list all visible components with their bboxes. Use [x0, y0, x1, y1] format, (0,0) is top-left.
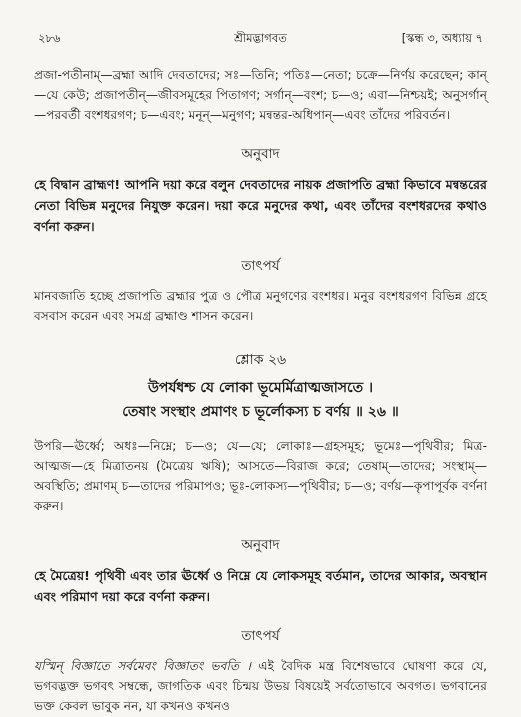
purport-2-text: এই বৈদিক মন্ত্র বিশেষভাবে ঘোষণা করে যে, ভগবদ্ভক্ত ভগবৎ সম্বন্ধে, জাগতিক এবং চিন্ময় উভয় বিষয়েই সর্বতোভাবে অবগত। ভগবানের ভক্ত কেবল ভাবুক নন, যা কখনও কখনও: [34, 659, 488, 713]
tatparya-heading-2: তাৎপর্য: [241, 628, 280, 644]
verse-line-1: উপর্যধশ্চ যে লোকা ভূমের্মিত্রাত্মজাসতে ।: [147, 380, 374, 396]
page-header: [34, 30, 487, 49]
book-title: শ্রীমদ্ভাগবত: [234, 31, 287, 45]
section-label: [স্কন্ধ ৩, অধ্যায় ৭: [401, 31, 483, 45]
tatparya-heading-1: তাৎপর্য: [241, 258, 280, 274]
purport-1: মানবজাতি হচ্ছে প্রজাপতি ব্রহ্মার পুত্র ও পৌত্র মনুগণের বংশধর। মনুর বংশধরগণ বিভিন্ন গ্রহে বসবাস করেন এবং সমগ্র ব্রহ্মাণ্ড শাসন করেন।: [34, 289, 487, 323]
translation-2: হে মৈত্রেয়! পৃথিবী এবং তার ঊর্ধ্বে ও নিম্নে যে লোকসমূহ বর্তমান, তাদের আকার, অবস্থান এবং পরিমাণ দয়া করে বর্ণনা করুন।: [34, 568, 487, 604]
purport-2-mantra: যস্মিন্ বিজ্ঞাতে সর্বমেবং বিজ্ঞাতং ভবতি ।: [34, 659, 251, 673]
translation-1: হে বিদ্বান ব্রাহ্মণ! আপনি দয়া করে বলুন দেবতাদের নায়ক প্রজাপতি ব্রহ্মা কিভাবে মন্বন্তরের নেতা বিভিন্ন মনুদের নিযুক্ত করেন। দয়া করে মনুদের কথা, এবং তাঁদের বংশধরদের কথাও বর্ণনা করুন।: [34, 177, 487, 234]
synonyms-verse: উপরি—ঊর্ধ্বে; অধঃ—নিম্নে; চ—ও; যে—যে; লোকাঃ—গ্রহসমূহ; ভূমেঃ—পৃথিবীর; মিত্র-আত্মজ—হে মিত্রাতনয় (মৈত্রেয় ঋষি); আসতে—বিরাজ করে; তেষাম্—তাদের; সংস্থাম্—অবস্থিতি; প্রমাণম্ চ—তাদের পরিমাপও; ভূঃ-লোকস্য—পৃথিবীর; চ—ও; বর্ণয়—কৃপাপূর্বক বর্ণনা করুন।: [34, 439, 487, 513]
synonyms-top: প্রজা-পতীনাম্—ব্রহ্মা আদি দেবতাদের; সঃ—তিনি; পতিঃ—নেতা; চক্রে—নির্ণয় করেছেন; কান্—যে কেউ; প্রজাপতীন্—জীবসমূহের পিতাগণ; সর্গান্—বংশ; চ—ও; এবা—নিশ্চয়ই; অনুসর্গান্—পরবর্তী বংশধরগণ; চ—এবং; মনূন্—মনুগণ; মন্বন্তর-অধিপান্—এবং তাঁদের পরিবর্তন।: [34, 68, 487, 122]
anubad-heading-2: অনুবাদ: [241, 537, 280, 553]
anubad-heading-1: অনুবাদ: [241, 146, 280, 162]
purport-2: [34, 656, 487, 716]
verse-line-2: তেষাং সংস্থাং প্রমাণং চ ভূর্লোকস্য চ বর্ণয় ॥ ২৬ ॥: [122, 404, 399, 420]
page-number: ২৮৬: [38, 31, 61, 45]
verse-title: শ্লোক ২৬: [234, 352, 287, 368]
